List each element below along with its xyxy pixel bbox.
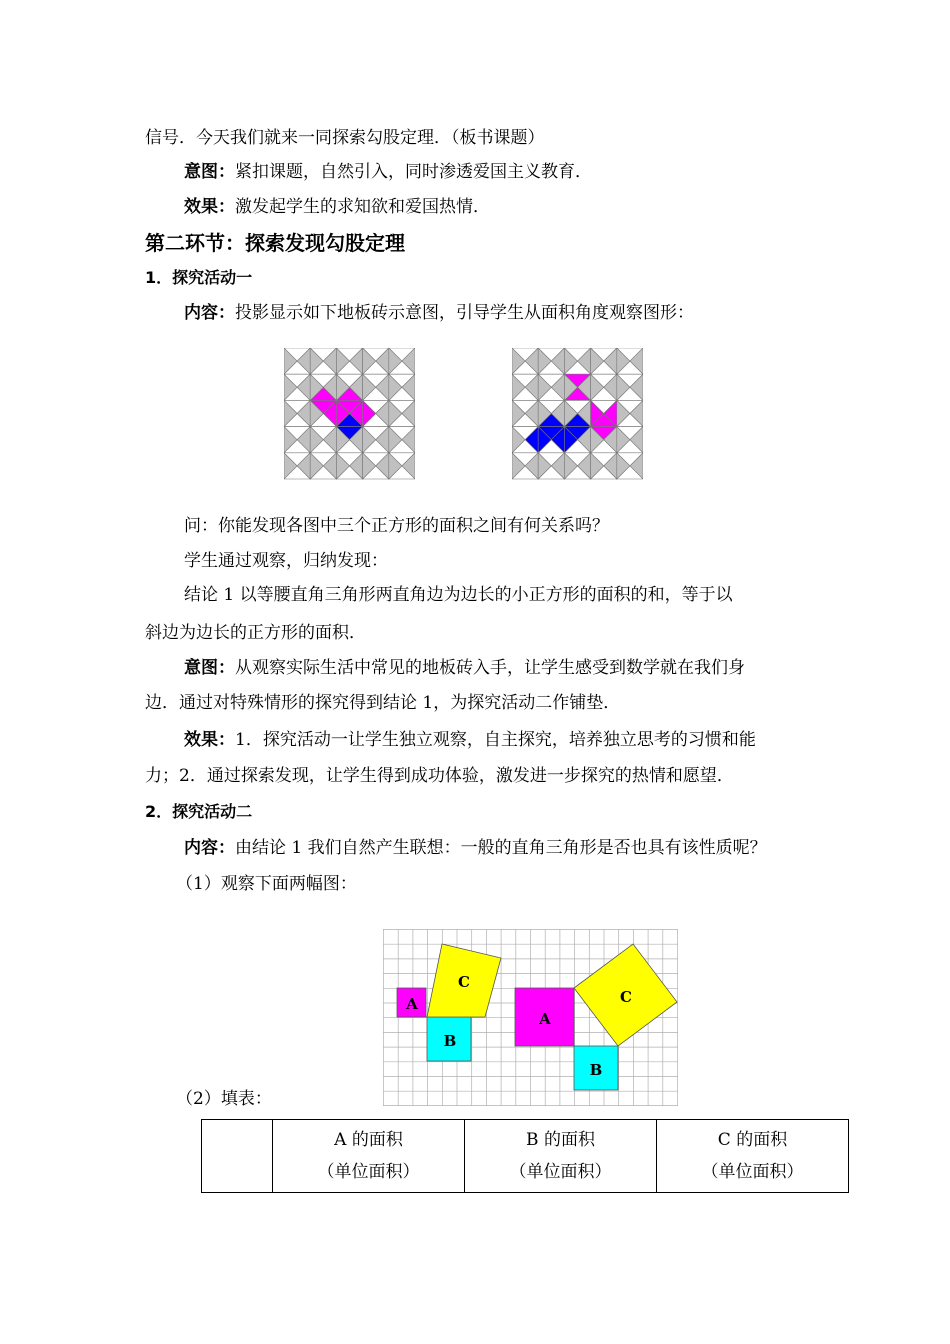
table-corner-cell <box>202 1120 273 1193</box>
right-label-b: B <box>589 1061 603 1079</box>
section-2-title: 第二环节：探索发现勾股定理 <box>145 231 405 255</box>
effect-2-line-1: 1．探究活动一让学生独立观察，自主探究，培养独立思考的习惯和能 <box>235 730 756 750</box>
header-b-area: B 的面积 （单位面积） <box>465 1120 657 1193</box>
intent-1-text: 紧扣课题，自然引入，同时渗透爱国主义教育． <box>235 162 592 182</box>
effect-1 <box>184 197 490 217</box>
left-label-a: A <box>406 995 418 1013</box>
area-table <box>201 1119 849 1193</box>
observe-label: （1）观察下面两幅图： <box>176 874 357 894</box>
intent-2 <box>184 658 745 678</box>
effect-1-label: 效果： <box>184 197 235 217</box>
left-label-c: C <box>458 973 470 991</box>
paragraph-intro: 信号．今天我们就来一同探索勾股定理．（板书课题） <box>145 128 545 148</box>
intent-1 <box>184 162 592 182</box>
floor-tile-figure-2 <box>512 348 643 480</box>
conclusion-1-line-1: 结论 1 以等腰直角三角形两直角边为边长的小正方形的面积的和，等于以 <box>184 585 733 605</box>
effect-2 <box>184 730 756 750</box>
content-2 <box>184 838 767 858</box>
intent-2-line-2: 边．通过对特殊情形的探究得到结论 1，为探究活动二作铺垫． <box>145 693 621 713</box>
effect-2-line-2: 力；2．通过探索发现，让学生得到成功体验，激发进一步探究的热情和愿望． <box>145 766 734 786</box>
effect-2-label: 效果： <box>184 730 235 750</box>
fill-table-label: （2）填表： <box>176 1089 272 1109</box>
right-label-a: A <box>539 1010 551 1028</box>
conclusion-1-line-2: 斜边为边长的正方形的面积． <box>145 623 366 643</box>
content-2-label: 内容： <box>184 838 235 858</box>
right-label-c: C <box>620 988 632 1006</box>
activity-1-title: 1．探究活动一 <box>145 268 253 287</box>
intent-2-line-1: 从观察实际生活中常见的地板砖入手，让学生感受到数学就在我们身 <box>235 658 745 678</box>
activity-2-title: 2．探究活动二 <box>145 802 253 821</box>
grid-squares-figure <box>383 929 678 1106</box>
header-c-area: C 的面积 （单位面积） <box>657 1120 849 1193</box>
header-a-area: A 的面积 （单位面积） <box>273 1120 465 1193</box>
student-observation: 学生通过观察，归纳发现： <box>184 551 388 571</box>
content-1 <box>184 303 694 323</box>
intent-2-label: 意图： <box>184 658 235 678</box>
floor-tile-figure-1 <box>284 348 415 480</box>
intent-1-label: 意图： <box>184 162 235 182</box>
left-label-b: B <box>443 1032 457 1050</box>
effect-1-text: 激发起学生的求知欲和爱国热情． <box>235 197 490 217</box>
content-2-text: 由结论 1 我们自然产生联想：一般的直角三角形是否也具有该性质呢？ <box>235 838 767 858</box>
table-row <box>202 1120 849 1193</box>
content-1-text: 投影显示如下地板砖示意图，引导学生从面积角度观察图形： <box>235 303 694 323</box>
question: 问：你能发现各图中三个正方形的面积之间有何关系吗？ <box>184 516 609 536</box>
content-1-label: 内容： <box>184 303 235 323</box>
